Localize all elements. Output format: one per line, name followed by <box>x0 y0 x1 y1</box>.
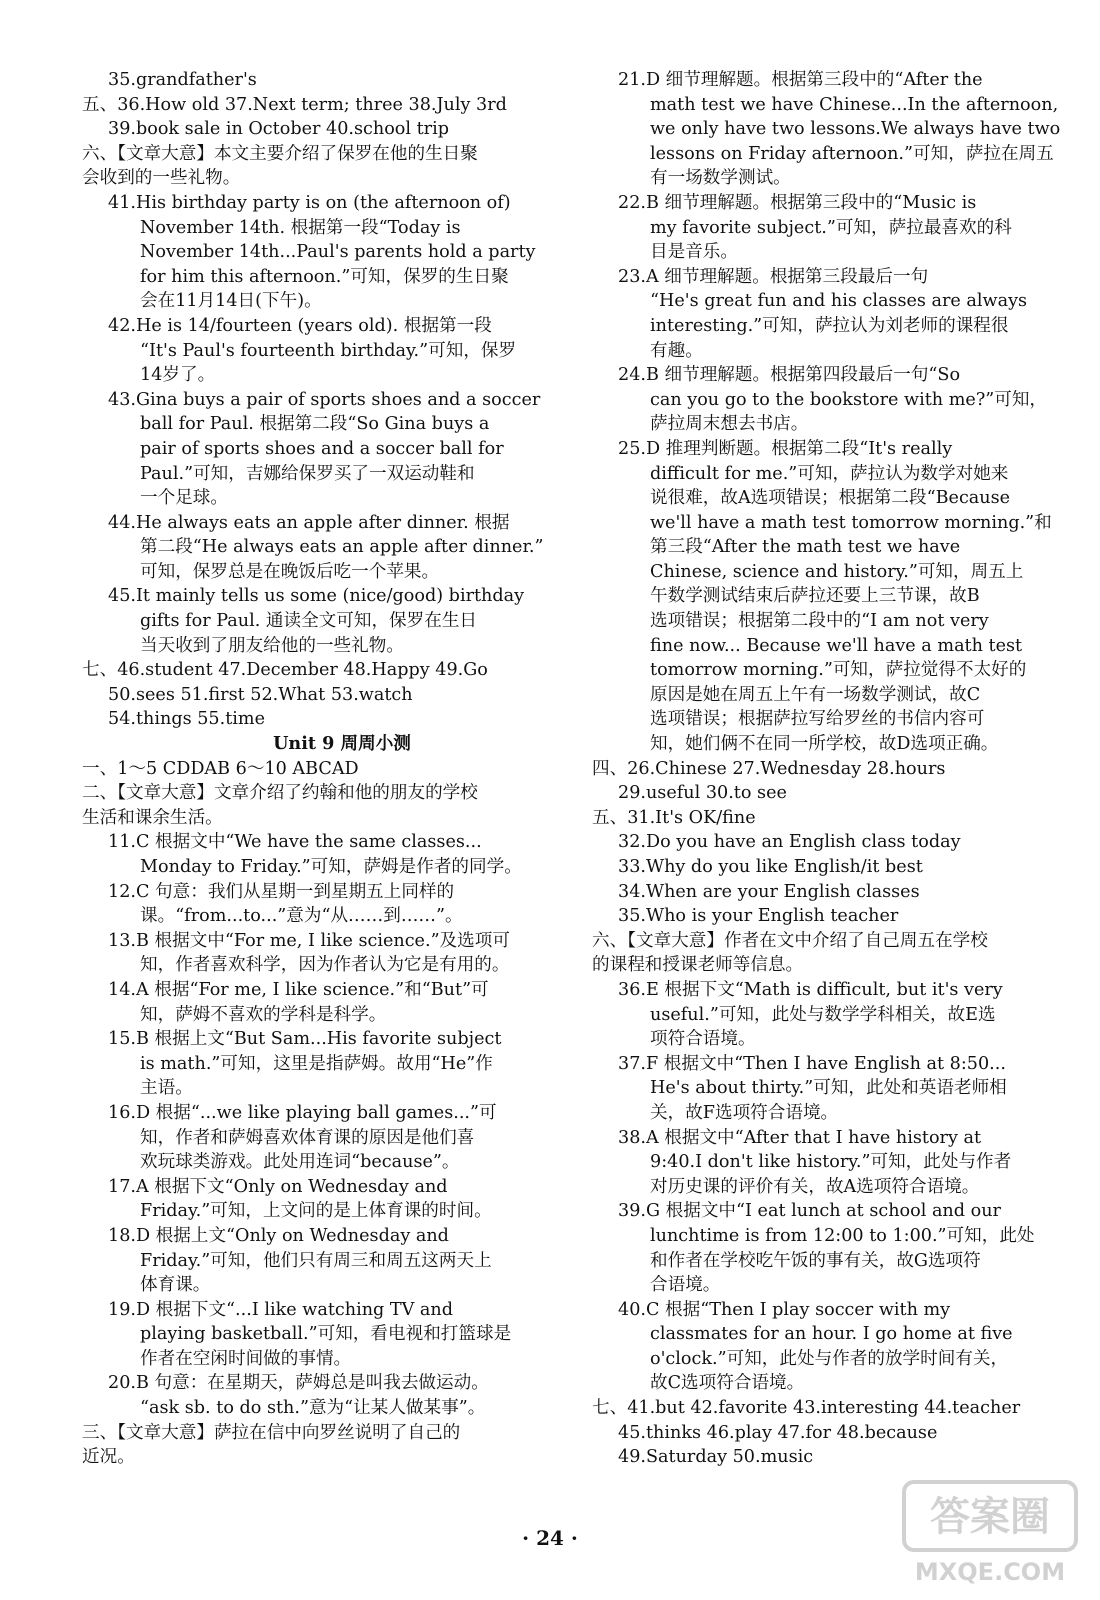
left-column-line: 七、46.student 47.December 48.Happy 49.Go <box>82 660 488 681</box>
right-column-line: 七、41.but 42.favorite 43.interesting 44.teacher <box>592 1398 1021 1419</box>
right-column-line: 有一场数学测试。 <box>650 168 791 189</box>
watermark-logo <box>900 1478 1080 1590</box>
right-column-line: Chinese, science and history.”可知，周五上 <box>650 561 1024 582</box>
left-column-line: 会在11月14日(下午)。 <box>140 291 322 312</box>
left-column-line: 知，作者喜欢科学，因为作者认为它是有用的。 <box>140 955 510 976</box>
right-column-line: 21.D 细节理解题。根据第三段中的“After the <box>618 70 983 90</box>
left-column-line: 54.things 55.time <box>108 709 265 730</box>
right-column-line: 关，故F选项符合语境。 <box>650 1102 839 1123</box>
left-column-line: 41.His birthday party is on (the afternoon of) <box>108 192 511 213</box>
right-column-line: 38.A 根据文中“After that I have history at <box>618 1127 982 1148</box>
right-column-line: can you go to the bookstore with me?”可知， <box>650 389 1048 410</box>
left-column-line: 17.A 根据下文“Only on Wednesday and <box>108 1176 448 1197</box>
right-column-line: 项符合语境。 <box>650 1029 756 1050</box>
left-column-line: 45.It mainly tells us some (nice/good) birthday <box>108 586 525 607</box>
left-column-line: November 14th. 根据第一段“Today is <box>140 217 461 238</box>
right-column <box>592 68 1062 1470</box>
left-column-line: 20.B 句意：在星期天，萨姆总是叫我去做运动。 <box>108 1373 489 1394</box>
left-column-line: 35.grandfather's <box>108 70 257 90</box>
right-column-line: 24.B 细节理解题。根据第四段最后一句“So <box>618 365 961 386</box>
right-column-line: 49.Saturday 50.music <box>618 1447 814 1468</box>
left-column-line: 14.A 根据“For me, I like science.”和“But”可 <box>108 979 489 1000</box>
right-column-line: “He's great fun and his classes are always <box>650 291 1028 312</box>
right-column-line: 39.G 根据文中“I eat lunch at school and our <box>618 1201 1001 1222</box>
right-column-line: 合语境。 <box>650 1275 721 1296</box>
right-column-line: 23.A 细节理解题。根据第三段最后一句 <box>618 266 929 287</box>
left-column-line: “ask sb. to do sth.”意为“让某人做某事”。 <box>140 1398 486 1419</box>
left-column-line: 五、36.How old 37.Next term; three 38.July 3rd <box>82 94 507 115</box>
left-column-line: 知，萨姆不喜欢的学科是科学。 <box>140 1004 387 1025</box>
left-column-line: gifts for Paul. 通读全文可知，保罗在生日 <box>140 611 478 632</box>
left-column-line: Unit 9 周周小测 <box>273 733 411 755</box>
right-column-line: 的课程和授课老师等信息。 <box>592 955 804 976</box>
right-column-line: 对历史课的评价有关，故A选项符合语境。 <box>650 1176 980 1197</box>
right-column-line: 选项错误；根据第二段中的“I am not very <box>650 611 989 632</box>
right-column-line: 40.C 根据“Then I play soccer with my <box>618 1299 951 1320</box>
left-column-line: 11.C 根据文中“We have the same classes... <box>108 832 482 853</box>
right-column-line: 35.Who is your English teacher <box>618 906 899 927</box>
right-column-line: 原因是她在周五上午有一场数学测试，故C <box>650 684 981 705</box>
watermark-line1: 答案圈 <box>930 1494 1050 1540</box>
right-column-line: my favorite subject.”可知，萨拉最喜欢的科 <box>650 217 1012 238</box>
left-column-line: 可知，保罗总是在晚饭后吃一个苹果。 <box>140 561 440 582</box>
right-column-line: 说很难，故A选项错误；根据第二段“Because <box>650 488 1011 509</box>
right-column-line: lessons on Friday afternoon.”可知，萨拉在周五 <box>650 143 1054 164</box>
left-column-line: 知，作者和萨姆喜欢体育课的原因是他们喜 <box>140 1127 475 1148</box>
left-column-line: 50.sees 51.first 52.What 53.watch <box>108 684 413 705</box>
left-column-line: 会收到的一些礼物。 <box>82 168 241 189</box>
left-column-line: 欢玩球类游戏。此处用连词“because”。 <box>140 1152 460 1173</box>
right-column-line: 午数学测试结束后萨拉还要上三节课，故B <box>650 586 980 607</box>
left-column-line: 体育课。 <box>140 1275 211 1296</box>
right-column-line: difficult for me.”可知，萨拉认为数学对她来 <box>650 463 1009 484</box>
left-column-line: 15.B 根据上文“But Sam...His favorite subject <box>108 1029 502 1050</box>
right-column-line: we'll have a math test tomorrow morning.”和 <box>650 512 1052 533</box>
left-column-line: 课。“from...to...”意为“从……到……”。 <box>140 906 463 927</box>
left-column-line: Friday.”可知，他们只有周三和周五这两天上 <box>140 1250 492 1271</box>
right-column-line: tomorrow morning.”可知，萨拉觉得不太好的 <box>650 660 1027 681</box>
right-column-line: He's about thirty.”可知，此处和英语老师相 <box>650 1078 1007 1099</box>
left-column-line: ball for Paul. 根据第二段“So Gina buys a <box>140 414 490 435</box>
left-column-line: 44.He always eats an apple after dinner. 根据 <box>108 512 510 533</box>
left-column-line: 42.He is 14/fourteen (years old). 根据第一段 <box>108 315 492 336</box>
left-column-line: 三、【文章大意】萨拉在信中向罗丝说明了自己的 <box>82 1422 461 1443</box>
right-column-line: 33.Why do you like English/it best <box>618 857 923 877</box>
right-column-line: 故C选项符合语境。 <box>650 1373 805 1394</box>
right-column-line: 萨拉周末想去书店。 <box>650 414 809 435</box>
right-column-line: fine now... Because we'll have a math test <box>650 635 1023 656</box>
left-column-line: Friday.”可知，上文问的是上体育课的时间。 <box>140 1201 492 1222</box>
right-column-line: 四、26.Chinese 27.Wednesday 28.hours <box>592 758 946 779</box>
left-column-line: 作者在空闲时间做的事情。 <box>140 1348 352 1369</box>
left-column-line: 12.C 句意：我们从星期一到星期五上同样的 <box>108 881 455 902</box>
right-column-line: 选项错误；根据萨拉写给罗丝的书信内容可 <box>650 709 985 730</box>
left-column-line: 二、【文章大意】文章介绍了约翰和他的朋友的学校 <box>82 783 478 804</box>
left-column-line: 14岁了。 <box>140 365 216 386</box>
left-column-line: 生活和课余生活。 <box>82 807 223 828</box>
right-column-line: 45.thinks 46.play 47.for 48.because <box>618 1422 938 1443</box>
right-column-line: 25.D 推理判断题。根据第二段“It's really <box>618 438 953 459</box>
left-column-line: 19.D 根据下文“...I like watching TV and <box>108 1299 454 1320</box>
left-column-line: 近况。 <box>82 1447 135 1468</box>
left-column <box>82 68 562 1470</box>
left-column-line: 第二段“He always eats an apple after dinner.” <box>140 537 544 558</box>
right-column-line: 和作者在学校吃午饭的事有关，故G选项符 <box>650 1250 981 1271</box>
left-column-line: 39.book sale in October 40.school trip <box>108 119 449 140</box>
right-column-line: we only have two lessons.We always have two <box>650 119 1061 140</box>
left-column-line: playing basketball.”可知，看电视和打篮球是 <box>140 1324 512 1345</box>
right-column-line: 有趣。 <box>650 340 703 361</box>
right-column-line: 36.E 根据下文“Math is difficult, but it's very <box>618 979 1003 1000</box>
left-column-line: pair of sports shoes and a soccer ball for <box>140 438 504 459</box>
right-column-line: 六、【文章大意】作者在文中介绍了自己周五在学校 <box>592 930 988 951</box>
left-column-line: 13.B 根据文中“For me, I like science.”及选项可 <box>108 930 510 951</box>
left-column-line: is math.”可知，这里是指萨姆。故用“He”作 <box>140 1053 493 1074</box>
left-column-line: 一个足球。 <box>140 488 228 509</box>
right-column-line: 目是音乐。 <box>650 242 738 263</box>
right-column-line: classmates for an hour. I go home at five <box>650 1324 1013 1345</box>
page-number: · 24 · <box>522 1526 578 1550</box>
watermark-line2: MXQE.COM <box>914 1558 1066 1586</box>
right-column-line: 第三段“After the math test we have <box>650 537 961 558</box>
left-column-line: 主语。 <box>140 1078 193 1099</box>
right-column-line: o'clock.”可知，此处与作者的放学时间有关， <box>650 1348 1009 1369</box>
right-column-line: math test we have Chinese...In the afternoon, <box>650 94 1059 115</box>
right-column-line: 32.Do you have an English class today <box>618 832 961 853</box>
left-column-line: 一、1～5 CDDAB 6～10 ABCAD <box>82 758 359 779</box>
left-column-line: 六、【文章大意】本文主要介绍了保罗在他的生日聚 <box>82 143 478 164</box>
right-column-line: 22.B 细节理解题。根据第三段中的“Music is <box>618 192 977 213</box>
left-column-line: 43.Gina buys a pair of sports shoes and a soccer <box>108 389 541 410</box>
right-column-line: 9:40.I don't like history.”可知，此处与作者 <box>650 1152 1012 1173</box>
left-column-line: “It's Paul's fourteenth birthday.”可知，保罗 <box>140 340 517 361</box>
right-column-line: 知，她们俩不在同一所学校，故D选项正确。 <box>650 734 999 755</box>
left-column-line: November 14th...Paul's parents hold a party <box>140 242 536 263</box>
right-column-line: 29.useful 30.to see <box>618 783 787 804</box>
left-column-line: 16.D 根据“...we like playing ball games...”可 <box>108 1102 497 1123</box>
left-column-line: Paul.”可知，吉娜给保罗买了一双运动鞋和 <box>140 463 475 484</box>
left-column-line: 18.D 根据上文“Only on Wednesday and <box>108 1225 449 1246</box>
right-column-line: interesting.”可知，萨拉认为刘老师的课程很 <box>650 315 1009 336</box>
right-column-line: 37.F 根据文中“Then I have English at 8:50... <box>618 1053 1006 1074</box>
left-column-line: 当天收到了朋友给他的一些礼物。 <box>140 635 404 656</box>
right-column-line: useful.”可知，此处与数学学科相关，故E选 <box>650 1004 996 1025</box>
right-column-line: lunchtime is from 12:00 to 1:00.”可知，此处 <box>650 1225 1035 1246</box>
right-column-line: 五、31.It's OK/fine <box>592 807 756 828</box>
left-column-line: Monday to Friday.”可知，萨姆是作者的同学。 <box>140 857 522 877</box>
left-column-line: for him this afternoon.”可知，保罗的生日聚 <box>140 266 509 287</box>
right-column-line: 34.When are your English classes <box>618 881 920 902</box>
